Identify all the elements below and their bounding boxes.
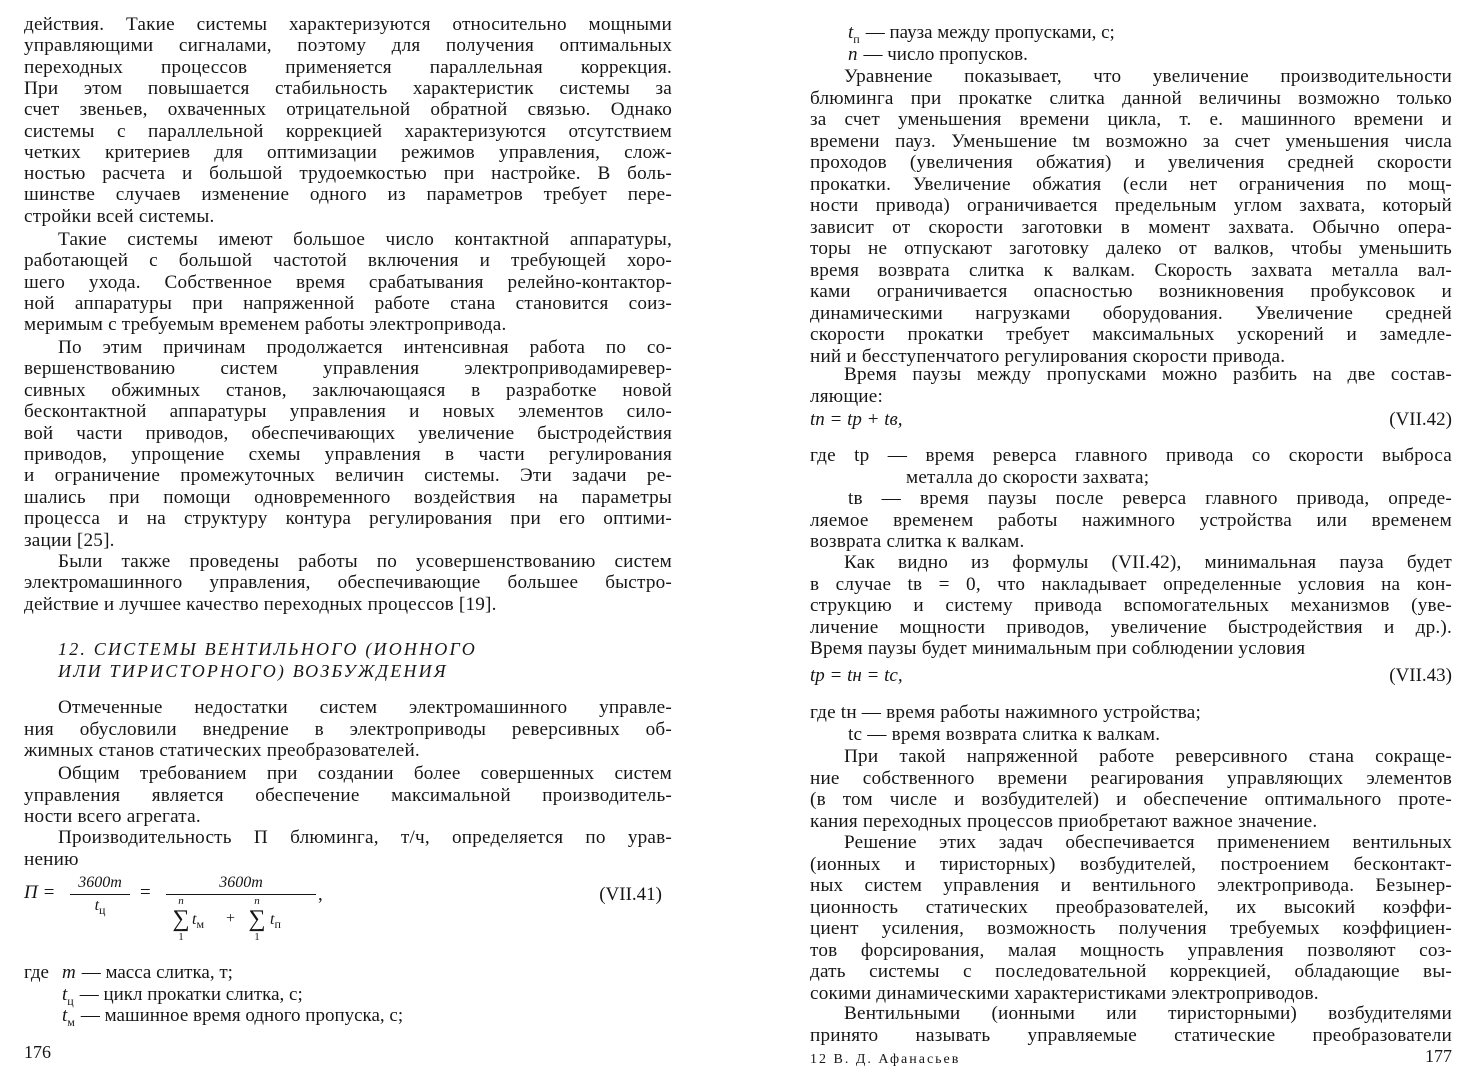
text-line: переходных процессов применяется параллельная коррекция.: [24, 56, 672, 78]
text-line: ной аппаратуры при напряженной работе стана становится соиз-: [24, 292, 672, 314]
equation-number: (VII.41): [599, 884, 662, 905]
formula-equals: =: [140, 882, 151, 903]
text-line: блюминга при прокатке слитка данной величины возможно только: [810, 87, 1452, 109]
left-page: [24, 0, 672, 1089]
sigma-symbol: ∑: [248, 906, 266, 932]
text-line: ляющие:: [810, 385, 884, 407]
text-line: время возврата слитка к валкам. Скорость захвата металла вал-: [810, 259, 1452, 281]
definition-subscript: м: [67, 1014, 75, 1029]
definition-symbol: n: [848, 43, 858, 65]
text-line: за счет уменьшения времени цикла, т. е. машинного времени и: [810, 109, 1452, 130]
text-line: действие и лучшее качество переходных процессов [19].: [24, 593, 497, 615]
text-line: дать системы с последовательной коррекцией, обладающие вы-: [810, 961, 1452, 982]
text-line: ности всего агрегата.: [24, 806, 201, 828]
text-line: динамическими нагрузками оборудования. Увеличение средней: [810, 302, 1452, 324]
definition-line: где tн — время работы нажимного устройства;: [810, 702, 1202, 723]
text-line: Время паузы между пропусками можно разбить на две состав-: [844, 364, 1452, 385]
text-line: электромашинного управления, обеспечивающие большее быстро-: [24, 572, 672, 594]
formula-vii-43: [810, 664, 1452, 688]
sigma-symbol: ∑: [172, 906, 190, 932]
definition-text: — машинное время одного пропуска, с;: [80, 1005, 404, 1026]
text-line: торы не отпускают заготовку далеко от валков, чтобы уменьшить: [810, 238, 1452, 259]
sum-upper-limit: n: [254, 895, 260, 907]
section-heading: ИЛИ ТИРИСТОРНОГО) ВОЗБУЖДЕНИЯ: [58, 661, 448, 681]
text-line: По этим причинам продолжается интенсивная работа по со-: [58, 337, 672, 358]
text-line: шались при помощи одновременного воздействия на параметры: [24, 486, 672, 508]
signature-mark: 12 В. Д. Афанасьев: [810, 1052, 961, 1067]
equation-number: (VII.43): [1389, 665, 1452, 686]
text-line: прокатки. Увеличение обжатия (если нет ограничения по мощ-: [810, 173, 1452, 195]
definition-line: [848, 44, 1028, 66]
definition-line: где tр — время реверса главного привода со скорости выброса: [810, 445, 1452, 466]
text-line: системы с параллельной коррекцией характеризуются отсутствием: [24, 120, 672, 142]
text-line: в случае tв = 0, что накладывает определенные условия на кон-: [810, 573, 1452, 595]
definition-line: [848, 22, 1115, 44]
section-heading: 12. СИСТЕМЫ ВЕНТИЛЬНОГО (ИОННОГО: [58, 639, 477, 659]
equation-number: (VII.42): [1389, 409, 1452, 430]
text-line: кания переходных процессов приобретают важное значение.: [810, 810, 1318, 832]
sum-lower-limit: 1: [178, 931, 184, 943]
text-line: Производительность П блюминга, т/ч, определяется по урав-: [58, 827, 672, 848]
definition-text: — масса слитка, т;: [81, 962, 233, 983]
text-line: проходов (увеличения обжатия) и увеличения средней скорости: [810, 152, 1452, 173]
text-line: личение мощности приводов, увеличение быстродействия и др.).: [810, 616, 1452, 638]
text-line: скорости прокатки требует максимальных ускорений и замедле-: [810, 324, 1452, 345]
text-line: управляющими сигналами, поэтому для получения оптимальных: [24, 35, 672, 57]
text-line: При этом повышается стабильность характеристик системы за: [24, 77, 672, 99]
term-tm: [192, 911, 204, 932]
text-line: шинстве случаев изменение одного из параметров требует пере-: [24, 184, 672, 206]
text-line: Решение этих задач обеспечивается применением вентильных: [844, 832, 1452, 853]
text-line: счет звеньев, охваченных отрицательной обратной связью. Однако: [24, 99, 672, 121]
text-line: принято называть управляемые статические преобразователи: [810, 1024, 1452, 1046]
text-line: циент усиления, возможность получения требуемых коэффициен-: [810, 918, 1452, 939]
text-line: стройки всей системы.: [24, 205, 215, 227]
text-line: процесса и на структуру контура регулирования при его оптими-: [24, 508, 672, 530]
fraction-2-denominator: [166, 895, 316, 951]
text-line: Такие системы имеют большое число контактной аппаратуры,: [58, 229, 672, 250]
text-line: приводов, упрощение схемы управления в части регулирования: [24, 444, 672, 465]
formula-vii-41: [24, 868, 672, 952]
text-line: (ионных и тиристорных) возбудителей, построением бесконтакт-: [810, 853, 1452, 875]
definition-line: tв — время паузы после реверса главного привода, опреде-: [848, 488, 1452, 509]
text-line: Уравнение показывает, что увеличение производительности: [844, 66, 1452, 87]
text-line: (в том числе и возбудителей) и обеспечение оптимального проте-: [810, 789, 1452, 810]
text-line: времени пауз. Уменьшение tм возможно за счет уменьшения числа: [810, 130, 1452, 152]
text-line: бесконтактной аппаратуры управления и новых элементов сило-: [24, 401, 672, 423]
definition-prefix: где: [24, 962, 49, 983]
definition-subscript: п: [853, 31, 860, 46]
term-subscript: м: [196, 917, 205, 932]
page-number: 176: [24, 1042, 51, 1062]
text-line: зации [25].: [24, 529, 115, 551]
text-line: жимных станов статических преобразователей.: [24, 740, 420, 762]
definition-symbol: t: [848, 22, 854, 43]
text-line: Отмеченные недостатки систем электромашинного управле-: [58, 697, 672, 718]
definition-text: — пауза между пропусками, с;: [865, 22, 1115, 43]
sum-lower-limit: 1: [254, 931, 260, 943]
fraction-1-numerator: 3600m: [70, 874, 130, 895]
definition-text: — число пропусков.: [863, 43, 1028, 65]
text-line: При такой напряженной работе реверсивного стана сокраще-: [844, 746, 1452, 767]
text-line: вершенствованию систем управления электроприводамиревер-: [24, 358, 672, 380]
fraction-2-numerator: 3600m: [166, 874, 316, 895]
text-line: и ограничение промежуточных величин системы. Эти задачи ре-: [24, 465, 672, 487]
right-page: [810, 0, 1452, 1089]
equation-body: tр = tн = tс,: [810, 665, 903, 686]
term-tp: [270, 911, 281, 932]
text-line: ных систем управления и вентильного электропривода. Безынер-: [810, 875, 1452, 896]
definition-line: металла до скорости захвата;: [906, 466, 1150, 488]
definition-line: [24, 984, 303, 1006]
definition-line: [24, 962, 233, 984]
definition-subscript: ц: [67, 993, 74, 1008]
formula-vii-42: [810, 408, 1452, 432]
plus-sign: +: [226, 910, 236, 927]
definition-line: [24, 1005, 403, 1027]
text-line: зависит от скорости заготовки в момент захвата. Обычно опера-: [810, 216, 1452, 238]
page-number: 177: [1425, 1046, 1452, 1066]
sum-operator: [248, 895, 266, 943]
text-line: четких критериев для оптимизации режимов управления, слож-: [24, 141, 672, 163]
formula-lhs: П =: [24, 882, 56, 903]
text-line: Вентильными (ионными или тиристорными) возбудителями: [844, 1003, 1452, 1024]
text-line: ния обусловили внедрение в электроприводы реверсивных об-: [24, 718, 672, 740]
text-line: ностью расчета и большой трудоемкостью при настройке. В боль-: [24, 163, 672, 185]
text-line: ний и бесступенчатого регулирования скорости привода.: [810, 345, 1286, 367]
definition-line: возврата слитка к валкам.: [810, 531, 1025, 552]
text-line: Были также проведены работы по усовершенствованию систем: [58, 551, 672, 572]
term-subscript: п: [274, 917, 281, 932]
text-line: струкцию и систему привода вспомогательных механизмов (уве-: [810, 595, 1452, 616]
text-line: работающей с большой частотой включения и требующей хоро-: [24, 250, 672, 272]
definition-symbol: m: [62, 962, 76, 983]
definition-line: tс — время возврата слитка к валкам.: [848, 723, 1161, 745]
fraction-1-denominator: [70, 895, 130, 918]
den-subscript: ц: [99, 903, 106, 918]
definition-line: ляемое временем работы нажимного устройства или временем: [810, 509, 1452, 531]
text-line: ние собственного времени реагирования управляющих элементов: [810, 767, 1452, 789]
equation-body: tп = tр + tв,: [810, 409, 903, 430]
sum-upper-limit: n: [178, 895, 184, 907]
text-line: меримым с требуемым временем работы электропривода.: [24, 314, 507, 336]
text-line: ционность статических преобразователей, их высокий коэффи-: [810, 896, 1452, 918]
term-symbol: t: [270, 911, 275, 928]
formula-comma: ,: [318, 884, 323, 905]
text-line: Как видно из формулы (VII.42), минимальная пауза будет: [844, 552, 1452, 573]
definition-symbol: t: [62, 983, 68, 1005]
text-line: ности привода) ограничивается предельным углом захвата, который: [810, 195, 1452, 216]
text-line: сивных обжимных станов, заключающаяся в разработке новой: [24, 379, 672, 401]
term-symbol: t: [192, 911, 197, 928]
text-line: нению: [24, 848, 79, 870]
den-symbol: t: [94, 897, 100, 914]
text-line: шего ухода. Собственное время срабатывания релейно-контактор-: [24, 271, 672, 293]
fraction-1: [70, 874, 130, 918]
definition-symbol: t: [62, 1005, 68, 1026]
fraction-2: [166, 874, 316, 951]
definition-text: — цикл прокатки слитка, с;: [79, 983, 303, 1005]
text-line: Общим требованием при создании более совершенных систем: [58, 763, 672, 784]
text-line: сокими динамическими характеристиками электроприводов.: [810, 982, 1319, 1004]
text-line: управления является обеспечение максимальной производитель-: [24, 784, 672, 806]
text-line: тов форсирования, малая мощность управления позволяют соз-: [810, 939, 1452, 961]
text-line: вой части приводов, обеспечивающих увеличение быстродействия: [24, 422, 672, 444]
text-line: ками ограничивается опасностью возникновения пробуксовок и: [810, 281, 1452, 302]
text-line: действия. Такие системы характеризуются относительно мощными: [24, 14, 672, 35]
text-line: Время паузы будет минимальным при соблюдении условия: [810, 638, 1306, 659]
sum-operator: [172, 895, 190, 943]
